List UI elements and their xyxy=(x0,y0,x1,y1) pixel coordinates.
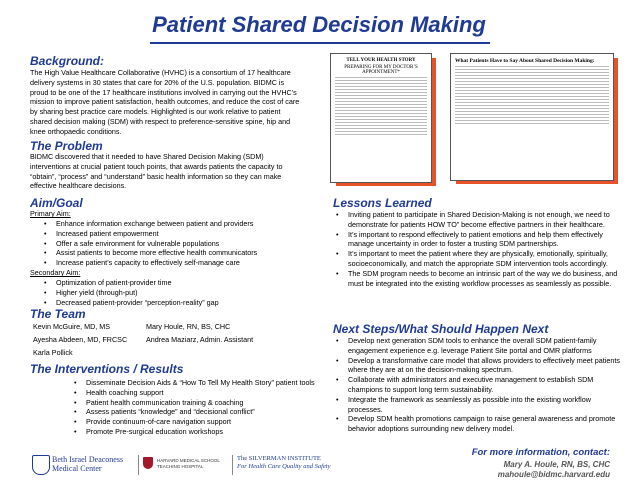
page-title: Patient Shared Decision Making xyxy=(152,12,486,37)
team-member: Ayesha Abdeen, MD, FRCSC xyxy=(33,335,128,344)
aim-heading: Aim/Goal xyxy=(30,196,83,210)
list-item: • Promote Pre-surgical education workshops xyxy=(70,427,330,437)
silverman-logo: The SILVERMAN INSTITUTE For Health Care Quality and Safety xyxy=(237,455,331,470)
lessons-heading: Lessons Learned xyxy=(333,196,432,210)
primary-aim-label: Primary Aim: xyxy=(30,209,71,218)
title-underline xyxy=(150,42,490,44)
team-member: Kevin McGuire, MD, MS xyxy=(33,322,111,331)
interventions-list xyxy=(70,378,330,437)
team-heading: The Team xyxy=(30,307,86,321)
team-member: Andrea Maziarz, Admin. Assistant xyxy=(146,335,254,344)
list-item: • Disseminate Decision Aids & “How To Tell My Health Story” patient tools xyxy=(70,378,330,388)
list-item: • The SDM program needs to become an intrinsic part of the way we do business, and must be integrated into the existing workflow processes as seamlessly as possible. xyxy=(332,269,622,289)
contact-block xyxy=(350,447,610,479)
list-item: • It’s important to respond effectively to patient emotions and help them effectively manage uncertainty in order to foster a trusting SDM partnerships. xyxy=(332,230,622,250)
list-item: • Assess patients “knowledge” and “decisional conflict” xyxy=(70,407,330,417)
lessons-list xyxy=(332,210,622,288)
interventions-heading: The Interventions / Results xyxy=(30,362,184,376)
list-item: • Inviting patient to participate in Shared Decision-Making is not enough, we need to demonstrate for patients HOW TO” become effective partners in their healthcare. xyxy=(332,210,622,230)
list-item: • Enhance information exchange between patient and providers xyxy=(40,219,330,229)
hms-logo: HARVARD MEDICAL SCHOOL TEACHING HOSPITAL xyxy=(157,458,220,469)
contact-name: Mary A. Houle, RN, BS, CHC xyxy=(503,460,610,469)
secondary-aim-list xyxy=(40,278,330,307)
list-item: • Optimization of patient-provider time xyxy=(40,278,330,288)
list-item: • Offer a safe environment for vulnerable populations xyxy=(40,239,330,249)
bidmc-shield-icon xyxy=(32,455,50,475)
problem-text: BIDMC discovered that it needed to have Shared Decision Making (SDM) interventions at crucial patient touch points, that awards patients the capacity to “obtain”, “process” and “understand” basic health information so they can make effective healthcare decisions. xyxy=(30,152,283,191)
team-member: Karla Pollick xyxy=(33,348,73,357)
background-heading: Background: xyxy=(30,54,105,68)
list-item: • It’s important to meet the patient where they are physically, emotionally, spiritually, socioeconomically, and match the appropriate SDM intervention tools accordingly. xyxy=(332,249,622,269)
problem-heading: The Problem xyxy=(30,139,103,153)
list-item: • Provide continuum-of-care navigation support xyxy=(70,417,330,427)
contact-email[interactable]: mahoule@bidmc.harvard.edu xyxy=(497,470,610,479)
patient-quotes-document: What Patients Have to Say About Shared Decision Making: xyxy=(450,53,614,181)
primary-aim-list xyxy=(40,219,330,268)
list-item: • Decreased patient-provider “perception-reality” gap xyxy=(40,298,330,308)
list-item: • Integrate the framework as seamlessly as possible into the existing workflow processes. xyxy=(332,395,622,415)
team-member: Mary Houle, RN, BS, CHC xyxy=(146,322,231,331)
background-text: The High Value Healthcare Collaborative (HVHC) is a consortium of 17 healthcare delivery systems in 30 states that care for 20% of the U.S. population. BIDMC is proud to be one of the 17 healthcare institutions involved in carrying out the HVHC’s mission to improve patient satisfaction, health outcomes, and reduce the cost of care by sharing best practice care models. Highlighted is our work relative to patient shared decision making (SDM) with respect to preference-sensitive spine, hip and knee orthopaedic conditions. xyxy=(30,68,300,136)
divider xyxy=(138,455,139,475)
list-item: • Higher yield (through-put) xyxy=(40,288,330,298)
list-item: • Health coaching support xyxy=(70,388,330,398)
list-item: • Collaborate with administrators and executive management to establish SDM champions to support long term sustainability. xyxy=(332,375,622,395)
divider xyxy=(232,455,233,475)
list-item: • Increase patient’s capacity to effectively self-manage care xyxy=(40,258,330,268)
harvard-shield-icon xyxy=(143,457,153,469)
list-item: • Develop SDM health promotions campaign to raise general awareness and promote behavior adoptions surrounding new delivery model. xyxy=(332,414,622,434)
list-item: • Develop a transformative care model that allows providers to effectively meet patients where they are at on the decision-making spectrum. xyxy=(332,356,622,376)
list-item: • Develop next generation SDM tools to enhance the overall SDM patient-family engagement experience e.g. leverage Patient Site portal and OMR platforms xyxy=(332,336,622,356)
list-item: • Assist patients to become more effective health communicators xyxy=(40,248,330,258)
next-steps-heading: Next Steps/What Should Happen Next xyxy=(333,322,549,336)
health-story-document: TELL YOUR HEALTH STORY PREPARING FOR MY DOCTOR’S APPOINTMENT* xyxy=(330,53,432,183)
list-item: • Patient health communication training & coaching xyxy=(70,398,330,408)
next-steps-list xyxy=(332,336,622,434)
contact-heading: For more information, contact: xyxy=(471,447,610,458)
list-item: • Increased patient empowerment xyxy=(40,229,330,239)
secondary-aim-label: Secondary Aim: xyxy=(30,268,81,277)
bidmc-logo: Beth Israel Deaconess Medical Center xyxy=(52,455,124,473)
